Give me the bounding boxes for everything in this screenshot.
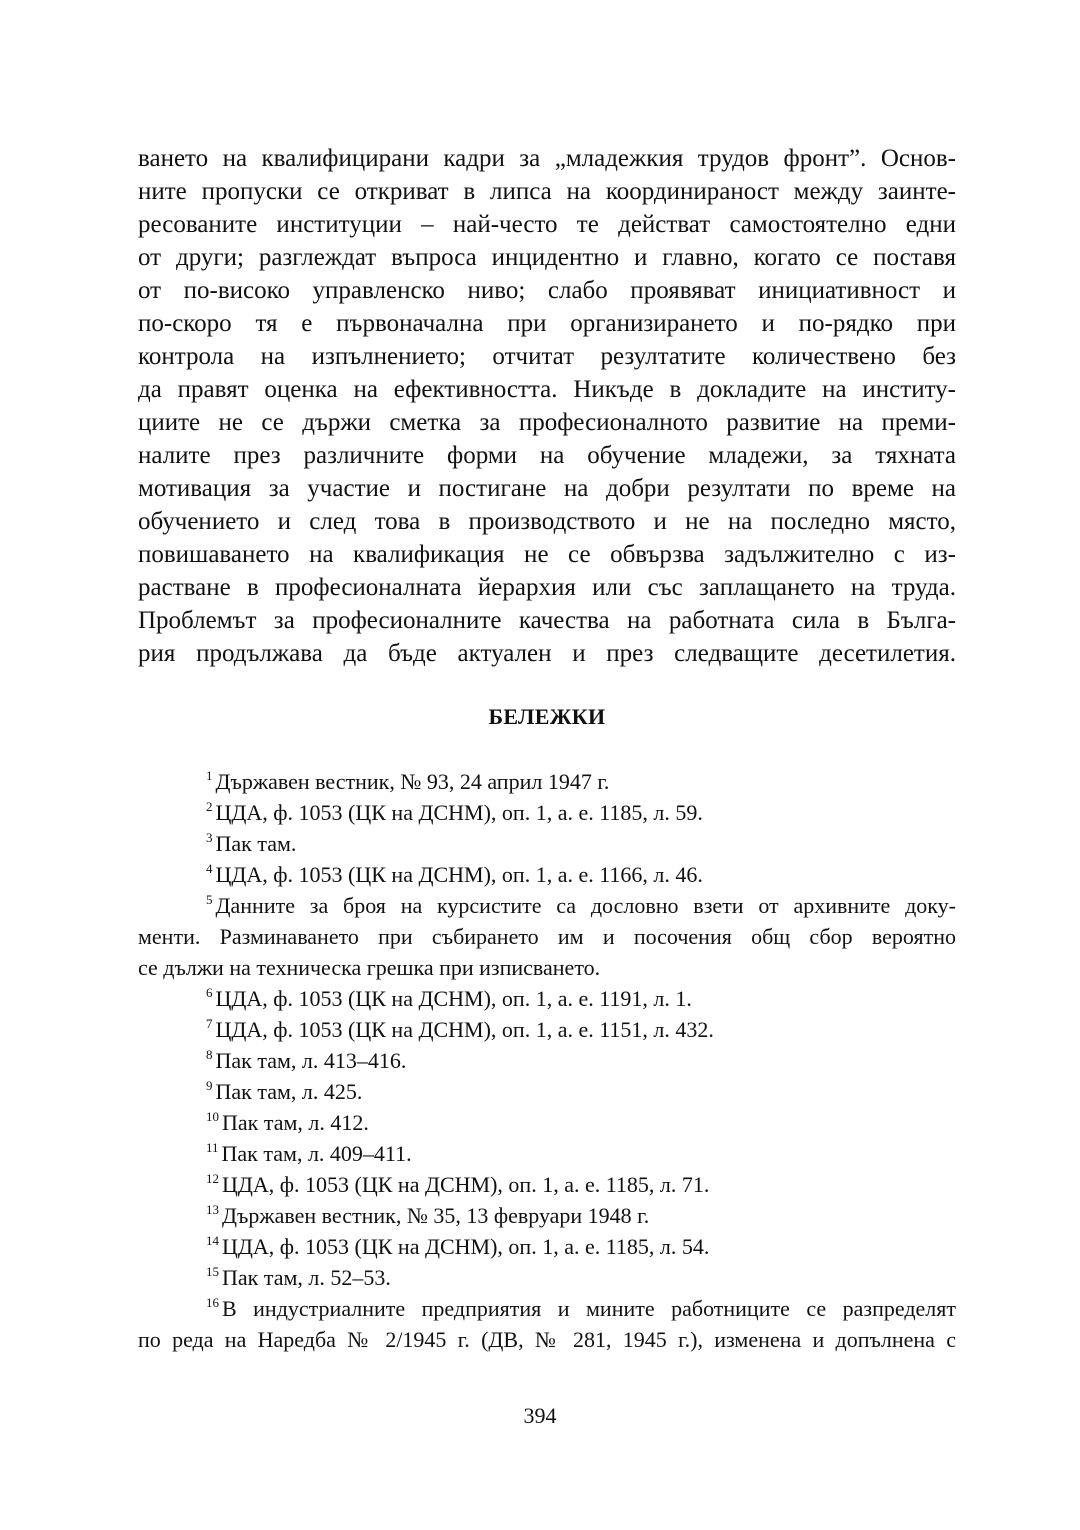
body-line: да правят оценка на ефективността. Никъде в докладите на институ- [138,376,956,403]
body-line: по-скоро тя е първоначална при организирането и по-рядко при [138,310,956,337]
body-line: повишаването на квалификация не се обвързва задължително с из- [138,541,956,568]
note-number: 2 [206,799,213,814]
note-number: 12 [206,1171,219,1186]
note-text: Данните за броя на курсистите са дословно взети от архивните доку- [215,893,956,918]
note-item [138,1169,956,1200]
note-number: 11 [206,1140,219,1155]
page-number: 394 [523,1403,557,1428]
note-text: Пак там, л. 412. [222,1110,369,1135]
note-number: 9 [206,1078,213,1093]
body-line: ните пропуски се откриват в липса на координираност между заинте- [138,178,956,205]
note-number: 7 [206,1016,213,1031]
note-text: ЦДА, ф. 1053 (ЦК на ДСНМ), оп. 1, а. е. 1151, л. 432. [215,1017,714,1042]
page-content [138,142,956,1352]
note-text: Пак там, л. 425. [215,1079,363,1104]
note-continuation: се дължи на техническа грешка при изписването. [138,955,601,980]
note-number: 10 [206,1109,219,1124]
body-line: ването на квалифицирани кадри за „младежкия трудов фронт”. Основ- [138,145,956,172]
note-number: 16 [206,1295,219,1310]
note-text: Пак там. [215,831,297,856]
note-item [138,828,956,859]
body-line: обучението и след това в производството и не на последно място, [138,508,956,535]
note-number: 13 [206,1202,219,1217]
body-line: от други; разглеждат въпроса инцидентно и главно, когато се поставя [138,244,956,271]
note-item [138,1076,956,1107]
note-item [138,797,956,828]
body-line: ресованите институции – най-често те действат самостоятелно едни [138,211,956,238]
body-line: циите не се държи сметка за професионалното развитие на преми- [138,409,956,436]
note-number: 5 [206,892,213,907]
note-number: 8 [206,1047,213,1062]
note-item [138,1045,956,1076]
note-number: 1 [206,768,213,783]
note-number: 6 [206,985,213,1000]
note-item [138,1262,956,1293]
body-line: Проблемът за професионалните качества на работната сила в Бълга- [138,607,956,634]
body-line: растване в професионалната йерархия или със заплащането на труда. [138,574,956,601]
body-line: налите през различните форми на обучение младежи, за тяхната [138,442,956,469]
body-line: мотивация за участие и постигане на добри резултати по време на [138,475,956,502]
note-continuation: по реда на Наредба № 2/1945 г. (ДВ, № 281, 1945 г.), изменена и допълнена с [138,1327,956,1352]
notes-heading: БЕЛЕЖКИ [488,704,606,729]
note-text: ЦДА, ф. 1053 (ЦК на ДСНМ), оп. 1, а. е. 1185, л. 59. [215,800,703,825]
note-item [138,766,956,797]
note-text: Пак там, л. 409–411. [221,1141,412,1166]
body-line: от по-високо управленско ниво; слабо проявяват инициативност и [138,277,956,304]
note-text: ЦДА, ф. 1053 (ЦК на ДСНМ), оп. 1, а. е. 1166, л. 46. [215,862,703,887]
note-item [138,1200,956,1231]
note-item [138,983,956,1014]
note-text: Държавен вестник, № 93, 24 април 1947 г. [215,769,610,794]
notes-list [138,766,956,1355]
note-number: 4 [206,861,213,876]
note-text: Пак там, л. 52–53. [222,1265,391,1290]
note-text: ЦДА, ф. 1053 (ЦК на ДСНМ), оп. 1, а. е. 1191, л. 1. [215,986,692,1011]
note-item [138,1138,956,1169]
note-item [138,1293,956,1324]
note-number: 15 [206,1264,219,1279]
note-item [138,1014,956,1045]
note-continuation: менти. Разминаването при събирането им и посочения общ сбор вероятно [138,924,956,949]
note-number: 14 [206,1233,219,1248]
body-line: контрола на изпълнението; отчитат резултатите количествено без [138,343,956,370]
note-text: Пак там, л. 413–416. [215,1048,407,1073]
note-number: 3 [206,830,213,845]
note-text: В индустриалните предприятия и мините работниците се разпределят [222,1296,956,1321]
note-item [138,859,956,890]
body-paragraph [138,142,956,670]
note-text: Държавен вестник, № 35, 13 февруари 1948 г. [222,1203,650,1228]
note-item [138,1231,956,1262]
note-text: ЦДА, ф. 1053 (ЦК на ДСНМ), оп. 1, а. е. 1185, л. 71. [222,1172,710,1197]
note-item [138,1107,956,1138]
body-line: рия продължава да бъде актуален и през следващите десетилетия. [138,640,956,667]
note-text: ЦДА, ф. 1053 (ЦК на ДСНМ), оп. 1, а. е. 1185, л. 54. [222,1234,710,1259]
note-item [138,890,956,921]
